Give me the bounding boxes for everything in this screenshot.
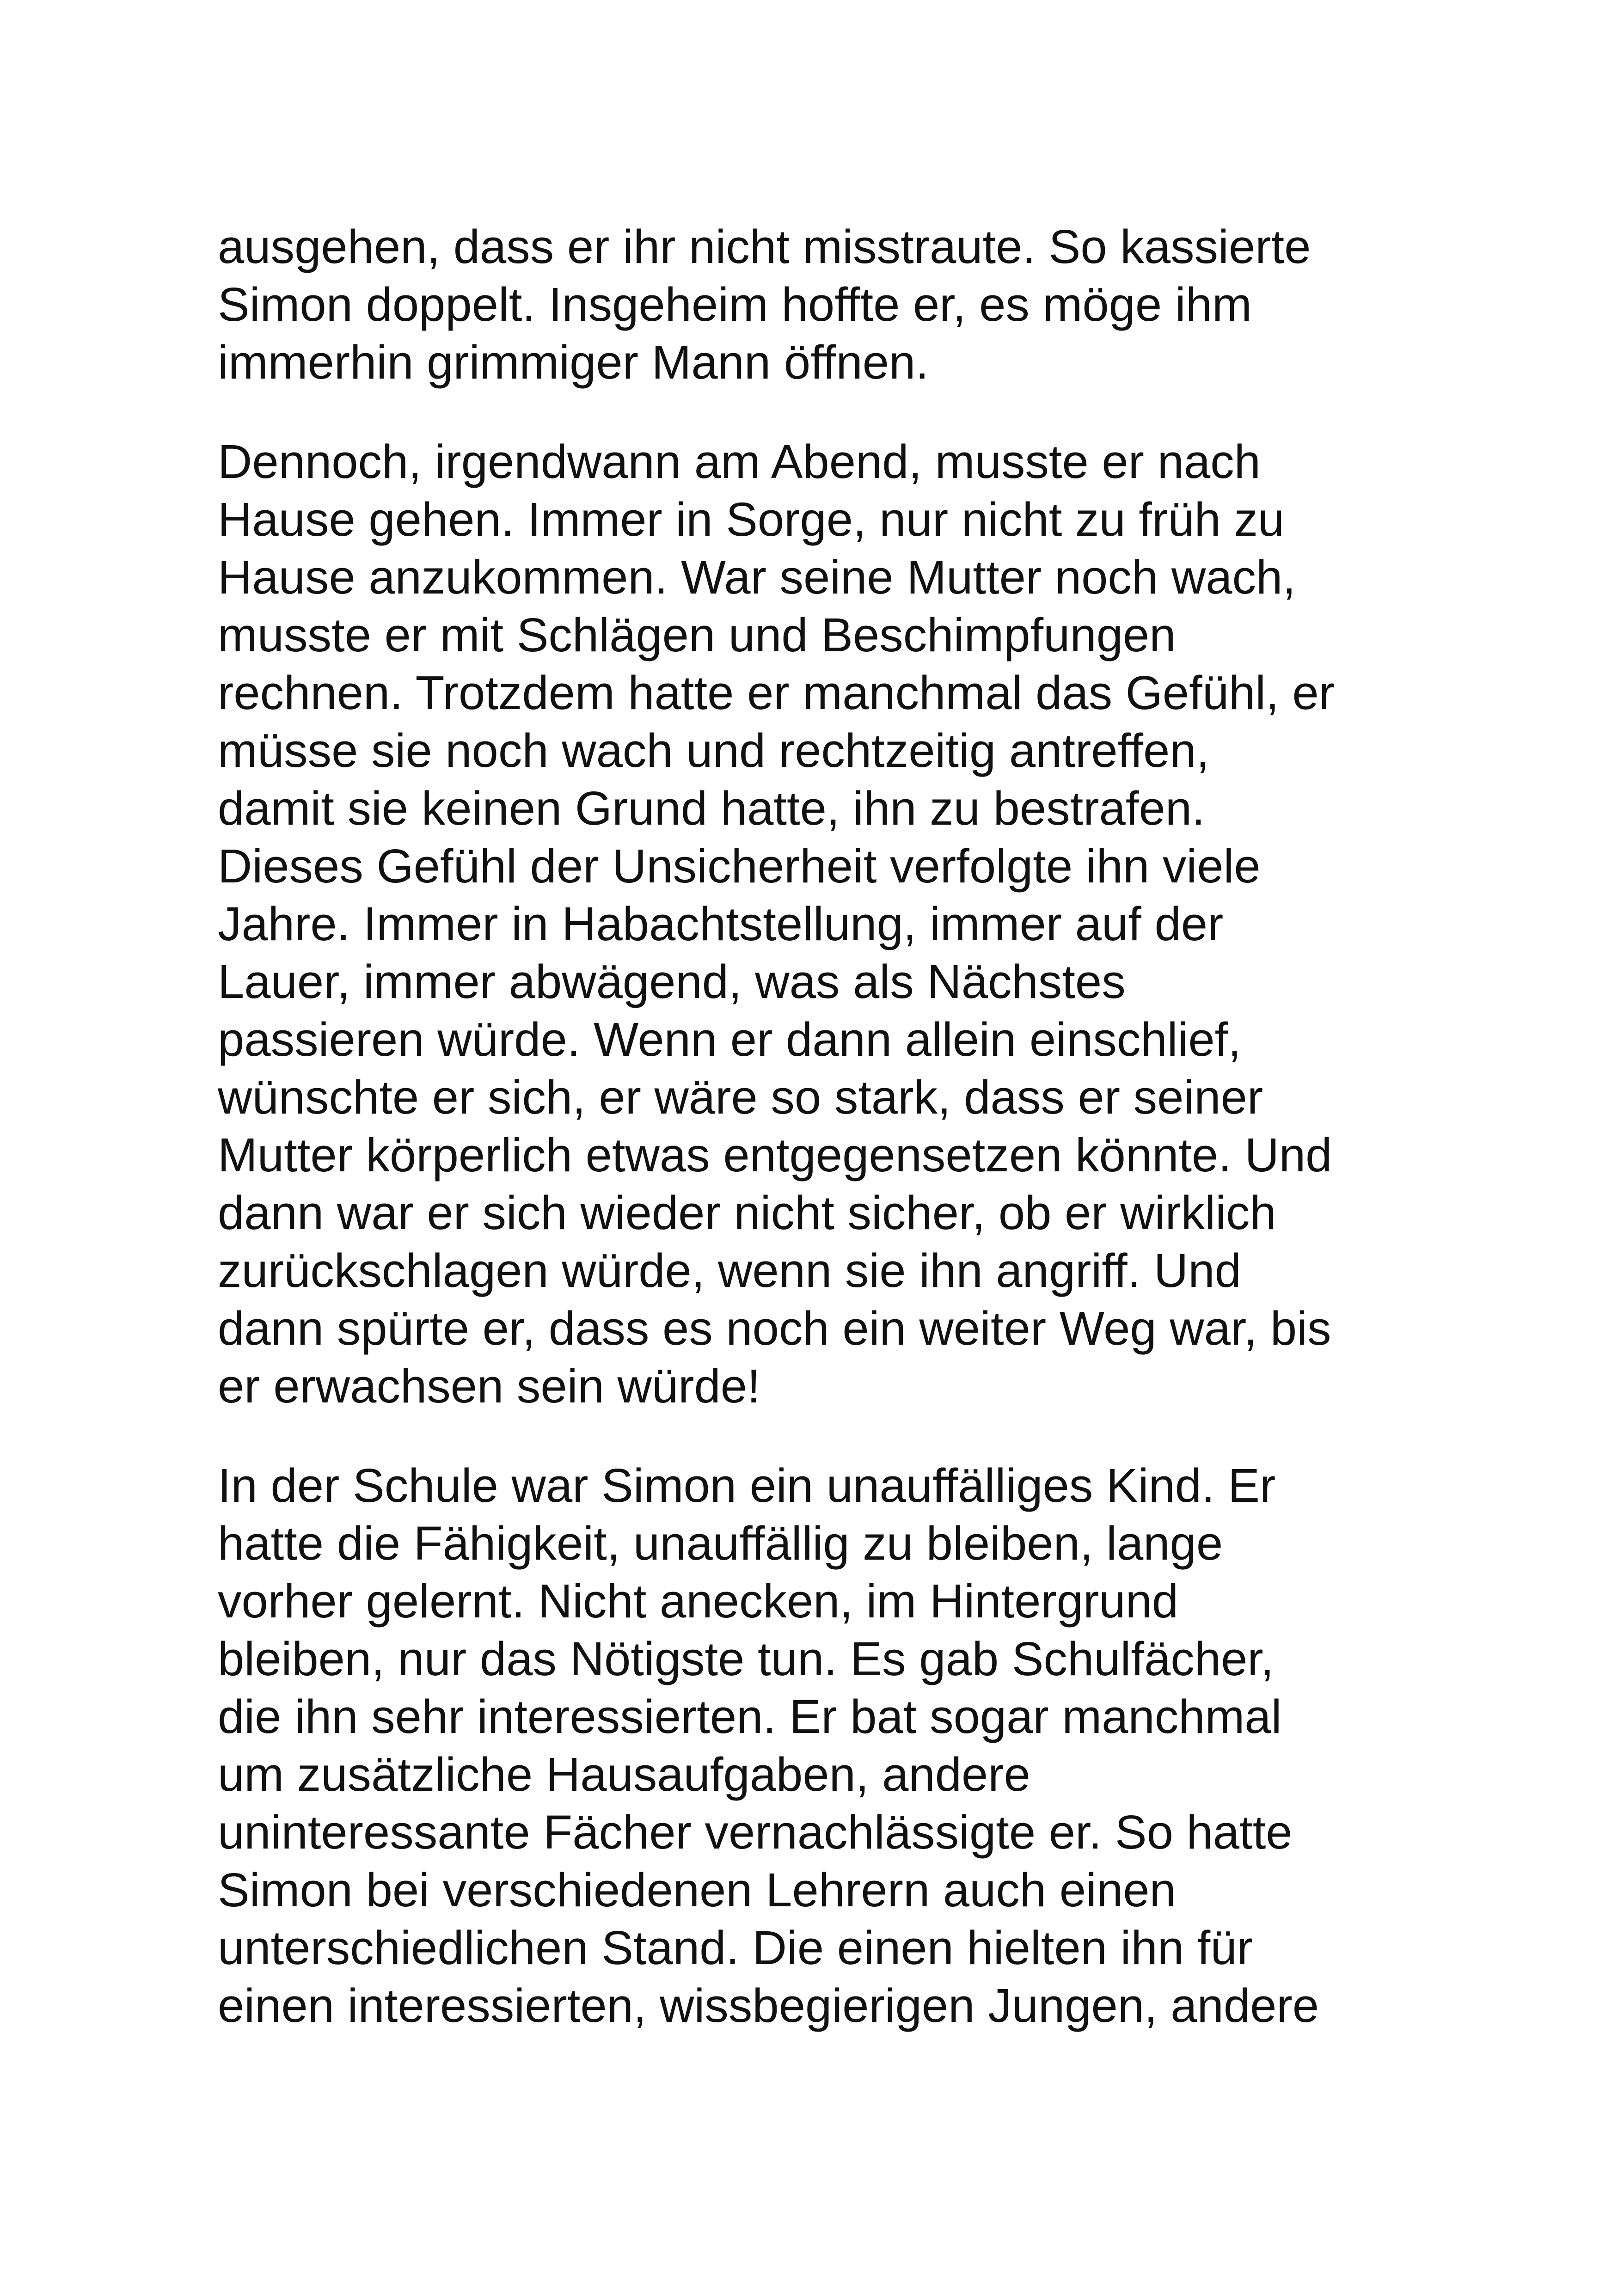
- text-line: Jahre. Immer in Habachtstellung, immer auf der: [218, 897, 1224, 950]
- text-line: Mutter körperlich etwas entgegensetzen könnte. Und: [218, 1128, 1332, 1182]
- text-line: dann spürte er, dass es noch ein weiter Weg war, bis: [218, 1302, 1331, 1355]
- text-line: unterschiedlichen Stand. Die einen hielten ihn für: [218, 1921, 1253, 1974]
- text-line: er erwachsen sein würde!: [218, 1359, 760, 1413]
- text-line: ausgehen, dass er ihr nicht misstraute. So kassierte: [218, 220, 1311, 273]
- text-line: Dennoch, irgendwann am Abend, musste er nach: [218, 435, 1261, 488]
- text-line: müsse sie noch wach und rechtzeitig antreffen,: [218, 724, 1210, 777]
- paragraph-2: [218, 433, 1420, 1415]
- text-line: Simon doppelt. Insgeheim hoffte er, es möge ihm: [218, 278, 1252, 331]
- text-line: vorher gelernt. Nicht anecken, im Hintergrund: [218, 1574, 1179, 1628]
- text-line: wünschte er sich, er wäre so stark, dass er seiner: [218, 1071, 1263, 1124]
- text-line: rechnen. Trotzdem hatte er manchmal das Gefühl, er: [218, 666, 1335, 719]
- text-line: passieren würde. Wenn er dann allein einschlief,: [218, 1013, 1241, 1066]
- text-line: uninteressante Fächer vernachlässigte er. So hatte: [218, 1806, 1293, 1859]
- text-line: zurückschlagen würde, wenn sie ihn angriff. Und: [218, 1244, 1241, 1297]
- text-line: Lauer, immer abwägend, was als Nächstes: [218, 955, 1126, 1008]
- text-line: um zusätzliche Hausaufgaben, andere: [218, 1748, 1030, 1801]
- text-line: Dieses Gefühl der Unsicherheit verfolgte ihn viele: [218, 839, 1261, 893]
- text-line: die ihn sehr interessierten. Er bat sogar manchmal: [218, 1690, 1282, 1743]
- text-line: einen interessierten, wissbegierigen Jungen, andere: [218, 1979, 1319, 2032]
- paragraph-3: [218, 1457, 1420, 2034]
- text-line: In der Schule war Simon ein unauffälliges Kind. Er: [218, 1459, 1276, 1512]
- text-line: bleiben, nur das Nötigste tun. Es gab Schulfächer,: [218, 1632, 1274, 1685]
- paragraph-1: [218, 218, 1420, 391]
- text-line: dann war er sich wieder nicht sicher, ob er wirklich: [218, 1186, 1276, 1239]
- text-line: musste er mit Schlägen und Beschimpfungen: [218, 608, 1176, 661]
- text-line: Hause gehen. Immer in Sorge, nur nicht zu früh zu: [218, 493, 1285, 546]
- text-line: immerhin grimmiger Mann öffnen.: [218, 336, 929, 389]
- text-line: Hause anzukommen. War seine Mutter noch wach,: [218, 551, 1296, 604]
- text-line: Simon bei verschiedenen Lehrern auch einen: [218, 1863, 1176, 1916]
- text-line: damit sie keinen Grund hatte, ihn zu bestrafen.: [218, 782, 1205, 835]
- text-line: hatte die Fähigkeit, unauffällig zu bleiben, lange: [218, 1517, 1223, 1570]
- text-body: [218, 218, 1420, 2076]
